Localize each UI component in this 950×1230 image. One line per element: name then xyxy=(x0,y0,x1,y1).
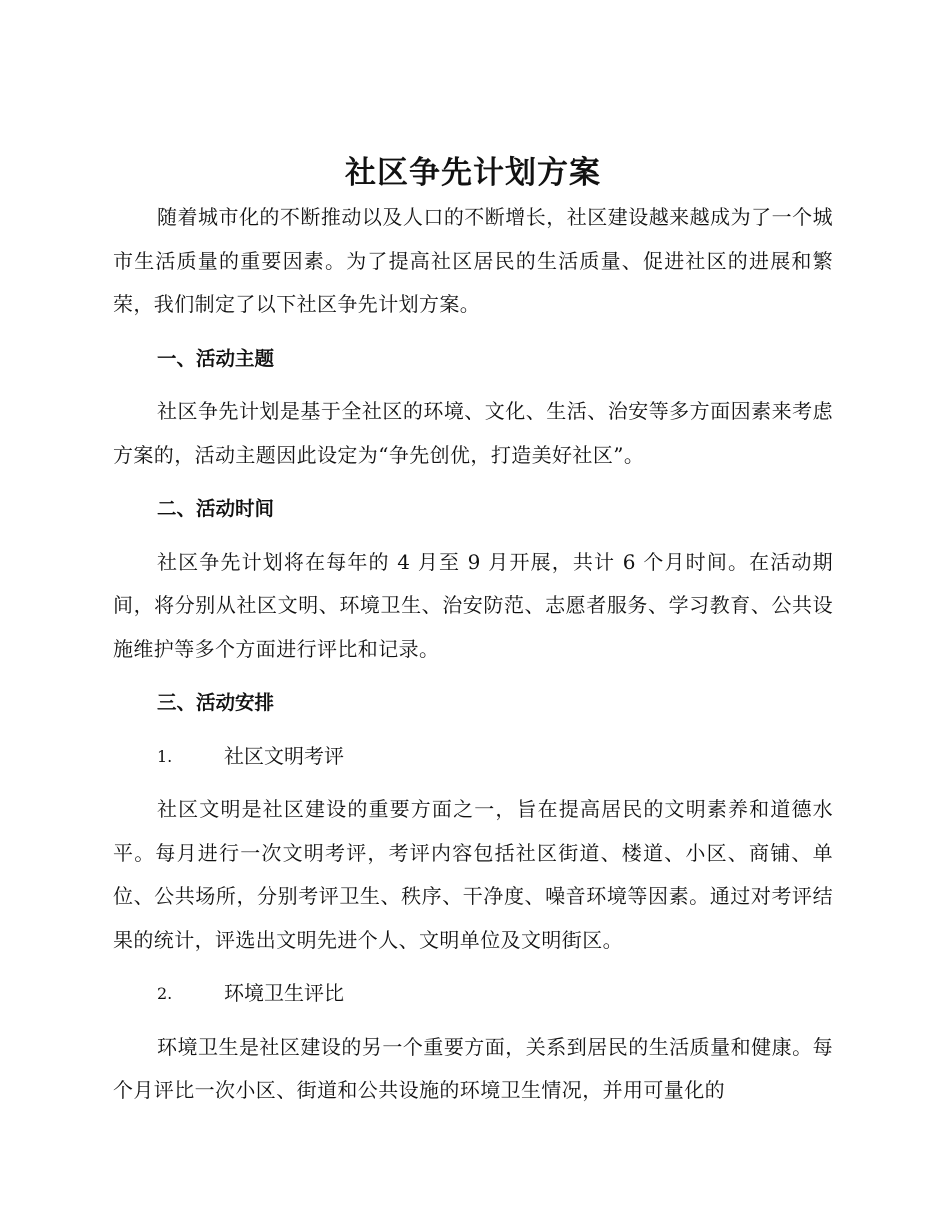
spacer xyxy=(113,962,833,972)
spacer xyxy=(113,531,833,541)
section-heading-time: 二、活动时间 xyxy=(157,497,275,520)
spacer xyxy=(113,778,833,788)
section-heading-arrangement: 三、活动安排 xyxy=(157,691,275,714)
list-item-body: 社区文明是社区建设的重要方面之一，旨在提高居民的文明素养和道德水平。每月进行一次文明考评，考评内容包括社区街道、楼道、小区、商铺、单位、公共场所，分别考评卫生、秩序、干净度、噪音环境等因素。通过对考评结果的统计，评选出文明先进个人、文明单位及文明街区。 xyxy=(113,797,833,952)
list-item-label: 环境卫生评比 xyxy=(224,981,344,1005)
section-body-time: 社区争先计划将在每年的 4 月至 9 月开展，共计 6 个月时间。在活动期间，将分别从社区文明、环境卫生、治安防范、志愿者服务、学习教育、公共设施维护等多个方面进行评比和记录。 xyxy=(113,549,833,661)
list-item xyxy=(113,972,833,1016)
spacer xyxy=(113,725,833,735)
spacer xyxy=(113,477,833,487)
list-item-number: 1. xyxy=(157,746,173,766)
spacer xyxy=(113,1016,833,1026)
intro-paragraph: 随着城市化的不断推动以及人口的不断增长，社区建设越来越成为了一个城市生活质量的重要因素。为了提高社区居民的生活质量、促进社区的进展和繁荣，我们制定了以下社区争先计划方案。 xyxy=(113,205,833,316)
section-body-theme: 社区争先计划是基于全社区的环境、文化、生活、治安等多方面因素来考虑方案的，活动主题因此设定为“争先创优，打造美好社区”。 xyxy=(113,399,833,467)
spacer xyxy=(113,671,833,681)
list-item-number: 2. xyxy=(157,984,173,1003)
list-item xyxy=(113,735,833,779)
spacer xyxy=(113,380,833,390)
spacer xyxy=(113,327,833,337)
section-heading-theme: 一、活动主题 xyxy=(157,346,275,370)
list-item-label: 社区文明考评 xyxy=(224,743,344,768)
list-item-body: 环境卫生是社区建设的另一个重要方面，关系到居民的生活质量和健康。每个月评比一次小区、街道和公共设施的环境卫生情况，并用可量化的 xyxy=(113,1034,833,1102)
document-body xyxy=(113,150,833,1113)
document-title: 社区争先计划方案 xyxy=(345,155,601,191)
